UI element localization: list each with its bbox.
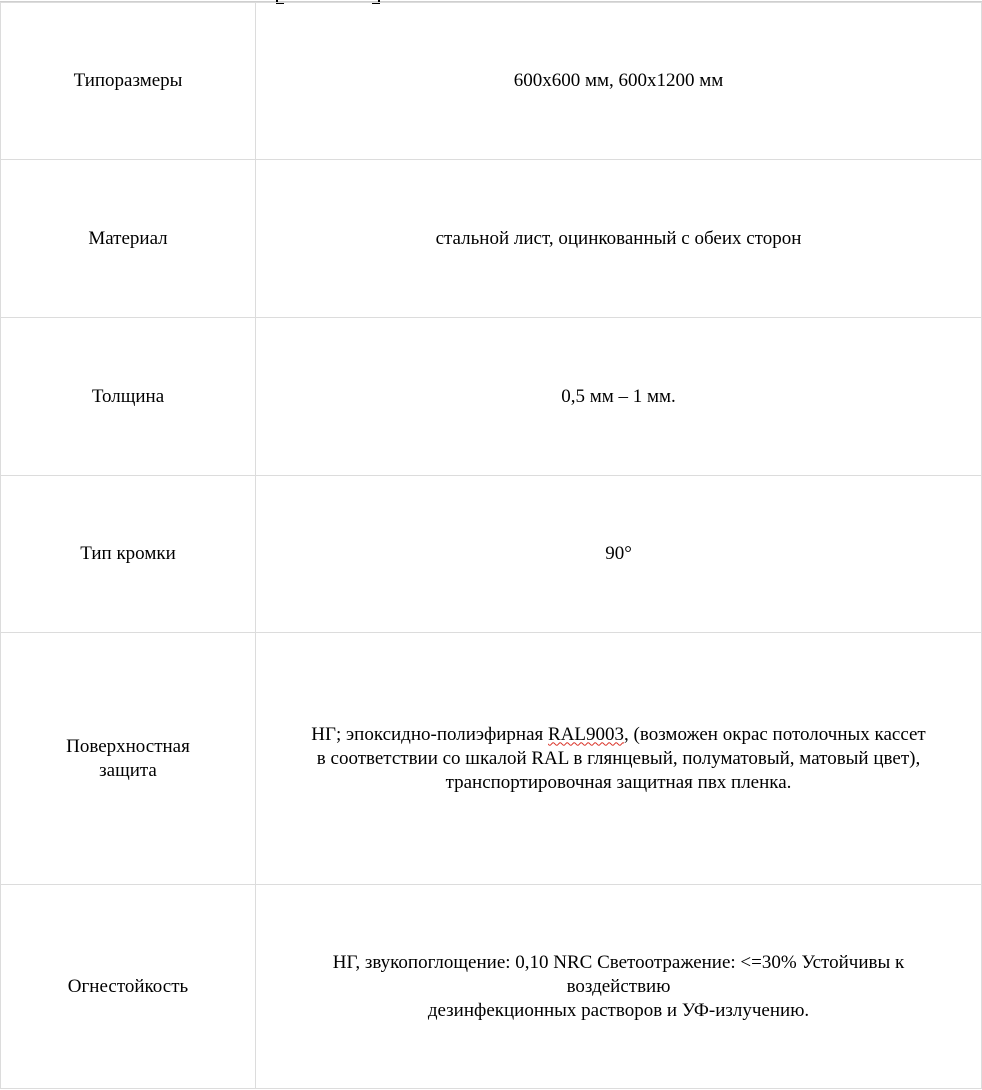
row-value-sizes: 600х600 мм, 600х1200 мм [256,3,982,160]
row-value-surface-protection [256,633,982,885]
row-label-sizes: Типоразмеры [1,3,256,160]
row-value-fire-resistance [256,885,982,1089]
table-row [1,3,982,160]
table-row [1,160,982,318]
spellcheck-flagged-word[interactable]: RAL9003 [548,723,625,745]
table-row [1,318,982,476]
row-value-thickness: 0,5 мм – 1 мм. [256,318,982,476]
value-line [262,723,975,747]
value-line: транспортировочная защитная пвх пленка. [445,771,792,793]
label-line: защита [99,759,157,781]
row-label-fire-resistance: Огнестойкость [1,885,256,1089]
row-value-material: стальной лист, оцинкованный с обеих сторон [256,160,982,318]
table-row [1,476,982,633]
table-row [1,885,982,1089]
value-text: НГ; эпоксидно-полиэфирная [311,723,549,745]
label-line: Поверхностная [66,735,190,757]
row-label-material: Материал [1,160,256,318]
row-value-edge-type: 90° [256,476,982,633]
value-line: дезинфекционных растворов и УФ-излучению. [427,999,810,1021]
row-label-thickness: Толщина [1,318,256,476]
row-label-edge-type: Тип кромки [1,476,256,633]
row-label-surface-protection [1,633,256,885]
value-line: НГ, звукопоглощение: 0,10 NRC Светоотражение: <=30% Устойчивы к воздействию [332,951,905,997]
specifications-table [0,2,982,1089]
value-line: в соответствии со шкалой RAL в глянцевый, полуматовый, матовый цвет), [316,747,921,769]
value-text: , (возможен окрас потолочных кассет [624,723,926,745]
table-row [1,633,982,885]
